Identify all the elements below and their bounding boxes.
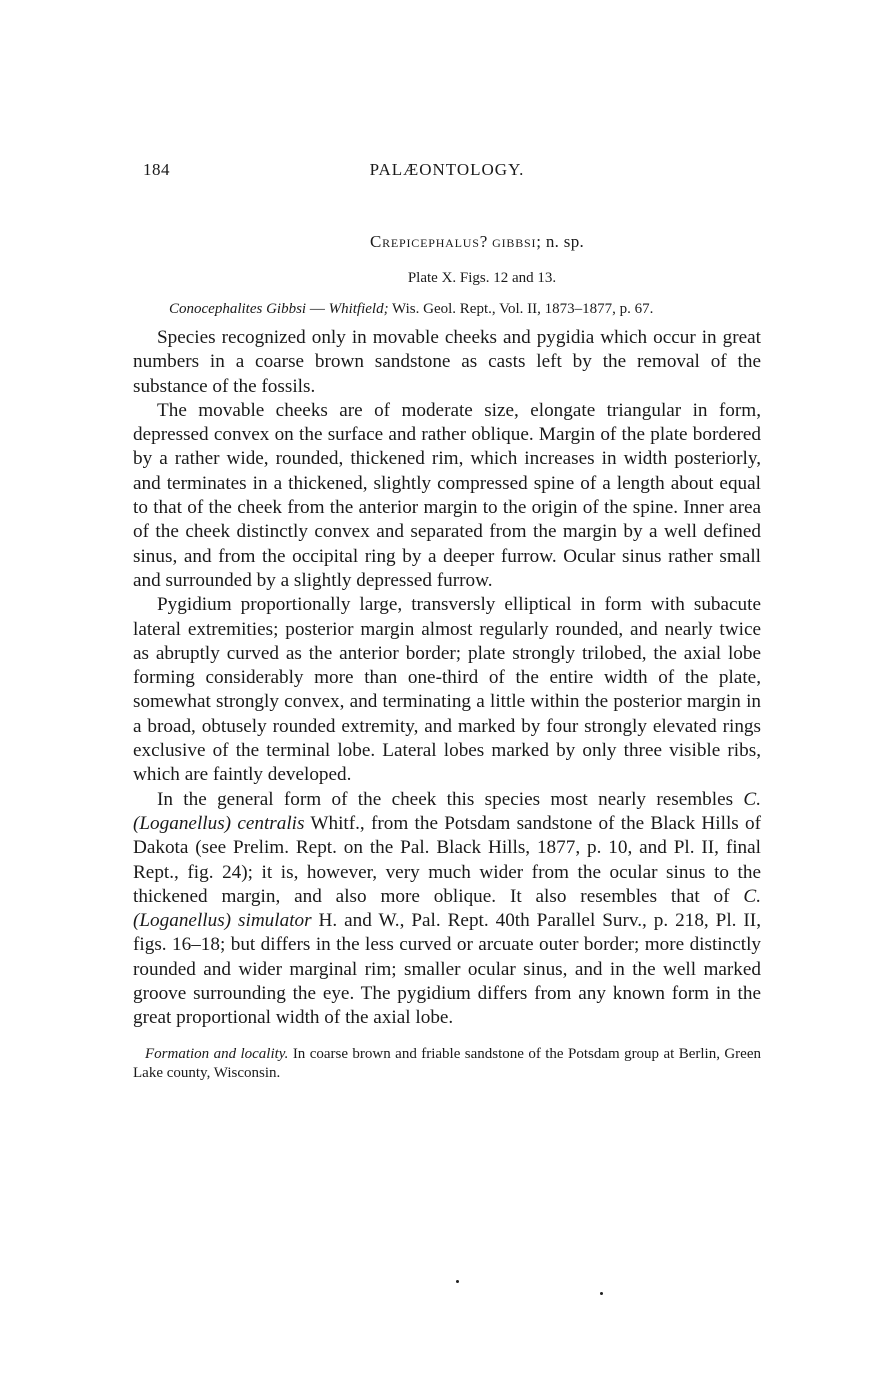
running-head [133,160,761,186]
paragraph-1: Species recognized only in movable cheeks and pygidia which occur in great numbers in a coarse brown sandstone as casts left by the removal of the substance of the fossils. [133,327,761,397]
species-reference-centralis: C. (Loganellus) centralis [133,788,761,834]
plate-reference: Plate X. Figs. 12 and 13. [407,270,557,286]
query-mark: ? [479,232,488,251]
body-text [133,326,761,1031]
print-speck [456,1280,459,1283]
synonym-dash: — [306,301,329,317]
paragraph-3: Pygidium proportionally large, transversly elliptical in form with subacute lateral extremities; posterior margin almost regularly rounded, and nearly twice as abruptly curved as the anterior border; plate strongly trilobed, the axial lobe forming considerably more than one-third of the entire width of the plate, somewhat strongly convex, and terminating a little within the posterior margin in a broad, obtusely rounded extremity, and marked by four strongly elevated rings exclusive of the terminal lobe. Lateral lobes marked by only three visible ribs, which are faintly developed. [133,594,761,786]
paragraph-2: The movable cheeks are of moderate size, elongate triangular in form, depressed convex on the surface and rather oblique. Margin of the plate bordered by a rather wide, rounded, thickened rim, which increases in width posteriorly, and terminates in a thickened, slightly compressed spine of a length about equal to that of the cheek from the anterior margin to the origin of the spine. Inner area of the cheek distinctly convex and separated from the margin by a well defined sinus, and from the occipital ring by a deeper furrow. Ocular sinus rather small and surrounded by a slightly depressed furrow. [133,399,761,591]
genus-name: Crepicephalus [369,232,480,251]
running-title: PALÆONTOLOGY. [369,160,525,179]
species-reference-simulator: C. (Loganellus) simulator [133,885,761,932]
species-epithet: gibbsi [492,232,537,251]
locality-text: In coarse brown and friable sandstone of the Potsdam group at Berlin, Green Lake county, Wisconsin. [133,1045,761,1081]
locality-paragraph [133,1045,761,1083]
locality-label: Formation and locality. [145,1045,289,1062]
species-status: n. sp. [545,232,585,251]
paragraph-4-part-3: H. and W., Pal. Rept. 40th Parallel Surv., p. 218, Pl. II, figs. 16–18; but differs in the less curved or arcuate outer border; more distinctly rounded and wider marginal rim; smaller ocular sinus, and in the well marked groove surrounding the eye. The pygidium differs from any known form in the great proportional width of the axial lobe. [133,910,761,1029]
locality-note [133,1045,761,1083]
page-number: 184 [143,160,170,179]
paragraph-4 [133,788,761,1031]
paragraph-4-part-1: In the general form of the cheek this species most nearly resembles [157,788,744,810]
synonym-name: Conocephalites Gibbsi [169,301,307,317]
synonym-reference: Wis. Geol. Rept., Vol. II, 1873–1877, p. 67. [388,301,654,317]
synonymy-line [133,301,761,318]
species-title [133,232,761,252]
synonym-author: Whitfield; [328,301,389,317]
print-speck [600,1292,603,1295]
paragraph-4-part-2: Whitf., from the Potsdam sandstone of the Black Hills of Dakota (see Prelim. Rept. on the Pal. Black Hills, 1877, p. 10, and Pl. II, final Rept., fig. 24); it is, however, very much wider from the ocular sinus to the thickened margin, and also more oblique. It also resembles that of [133,812,761,907]
title-separator: ; [536,232,542,251]
page [133,160,761,1083]
